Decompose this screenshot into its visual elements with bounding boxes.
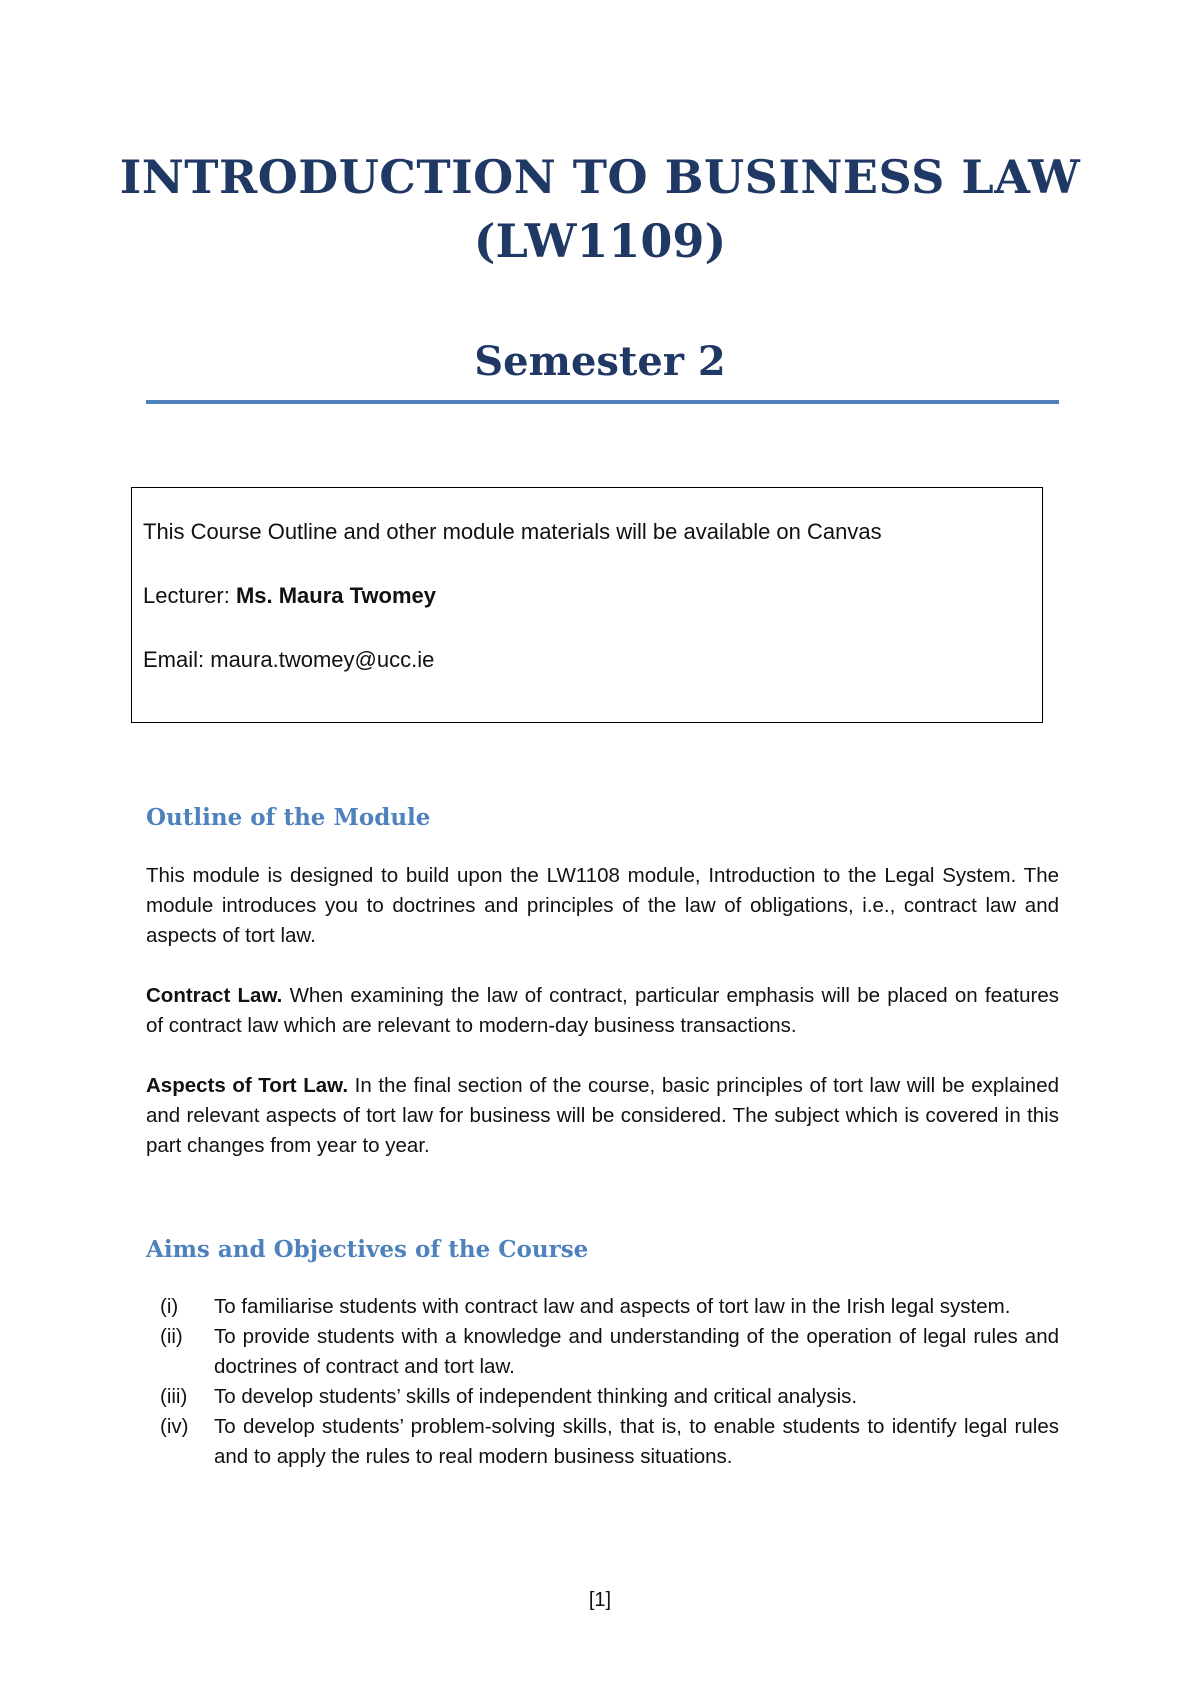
contract-law-text: When examining the law of contract, particular emphasis will be placed on features of contract law which are relevant to modern-day business transactions. <box>146 984 1059 1037</box>
tort-law-paragraph <box>146 1071 1059 1161</box>
lecturer-label: Lecturer: <box>143 583 236 608</box>
aim-text: To develop students’ problem-solving skills, that is, to enable students to identify legal rules and to apply the rules to real modern business situations. <box>214 1415 1059 1468</box>
outline-heading: Outline of the Module <box>146 804 431 831</box>
aim-item <box>146 1382 1059 1412</box>
lecturer-name: Ms. Maura Twomey <box>235 583 437 608</box>
aim-text: To develop students’ skills of independent thinking and critical analysis. <box>214 1385 858 1408</box>
lecturer-line <box>143 583 436 609</box>
contract-law-label: Contract Law. <box>146 984 283 1007</box>
tort-law-label: Aspects of Tort Law. <box>146 1074 349 1097</box>
aims-heading: Aims and Objectives of the Course <box>146 1236 589 1263</box>
title-divider <box>146 400 1059 404</box>
email-address[interactable]: maura.twomey@ucc.ie <box>210 647 435 672</box>
outline-intro-paragraph: This module is designed to build upon the LW1108 module, Introduction to the Legal System. The module introduces you to doctrines and principles of the law of obligations, i.e., contract law and aspects of tort law. <box>146 864 1059 947</box>
aim-text: To familiarise students with contract law and aspects of tort law in the Irish legal system. <box>214 1295 1011 1318</box>
module-code: (LW1109) <box>473 214 727 268</box>
contract-law-paragraph <box>146 981 1059 1041</box>
email-label: Email: <box>143 647 211 672</box>
aim-number: (iii) <box>160 1385 188 1408</box>
aim-item <box>146 1292 1059 1322</box>
document-title: INTRODUCTION TO BUSINESS LAW <box>119 150 1081 204</box>
email-line <box>143 647 434 673</box>
aim-item <box>146 1412 1059 1472</box>
aims-list <box>146 1292 1059 1472</box>
aim-item <box>146 1322 1059 1382</box>
aim-number: (iv) <box>160 1415 189 1438</box>
tort-law-text: In the final section of the course, basic principles of tort law will be explained and relevant aspects of tort law for business will be considered. The subject which is covered in this part changes from year to year. <box>146 1074 1059 1157</box>
aim-number: (i) <box>160 1295 179 1318</box>
page-number: [1] <box>588 1589 612 1611</box>
aim-text: To provide students with a knowledge and understanding of the operation of legal rules and doctrines of contract and tort law. <box>214 1325 1059 1378</box>
semester-title: Semester 2 <box>474 338 726 385</box>
aim-number: (ii) <box>160 1325 183 1348</box>
canvas-notice: This Course Outline and other module materials will be available on Canvas <box>143 519 882 544</box>
